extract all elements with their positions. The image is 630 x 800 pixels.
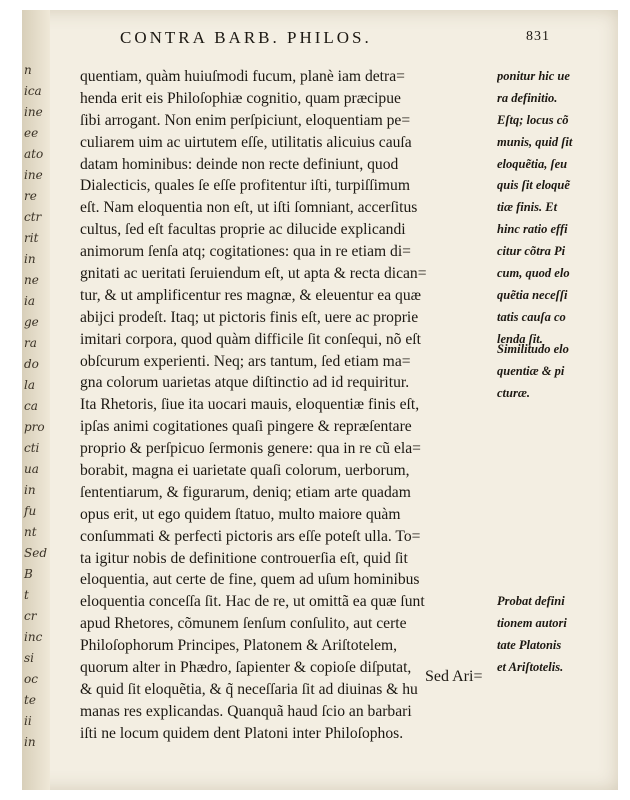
running-title: CONTRA BARB. PHILOS. [120, 28, 372, 47]
marginal-line: eloquẽtia, ſeu [497, 156, 568, 171]
text-line: borabit, magna ei uarietate quaſi colorum, uerborum, [80, 462, 410, 480]
marginal-line: lenda ſit. [497, 331, 543, 346]
edge-fragment: si [24, 651, 34, 665]
edge-fragment: ca [24, 399, 38, 413]
text-line: eſt. Nam eloquentia non eſt, ut iſti ſomniant, accerſitus [80, 199, 418, 217]
text-line: imitari corpora, quod quàm difficile ſit conſequi, nõ eſt [80, 330, 421, 348]
edge-fragment: re [24, 189, 37, 203]
edge-fragment: ctr [24, 210, 42, 224]
text-line: iſti ne locum quidem dent Platoni inter Philoſophos. [80, 724, 404, 742]
marginal-note-2 [497, 339, 597, 405]
marginal-line: ponitur hic ue [497, 69, 570, 83]
text-line: & quid ſit eloquẽtia, & q̃ neceſſaria ſit ad diuinas & hu [80, 680, 418, 698]
text-line: tur, & ut amplificentur res magnæ, & eleuentur ea quæ [80, 286, 422, 304]
text-line: quentiam, quàm huiuſmodi fucum, planè iam detra= [80, 68, 405, 85]
marginal-line: munis, quid ſit [497, 134, 573, 149]
edge-fragment: oc [24, 672, 38, 686]
edge-fragment: cti [24, 441, 40, 455]
edge-fragment: t [24, 588, 29, 602]
text-line: Dialecticis, quales ſe eſſe profitentur iſti, turpiſſimum [80, 177, 410, 195]
running-header [120, 28, 550, 52]
edge-fragment: rit [24, 231, 39, 245]
edge-fragment: ii [24, 714, 32, 728]
text-line: datam hominibus: deinde non recte definiunt, quod [80, 155, 399, 173]
marginal-note-1 [497, 66, 597, 351]
edge-fragment: inc [24, 630, 43, 644]
text-line: ſibi arrogant. Non enim perſpiciunt, eloquentiam pe= [80, 111, 411, 129]
text-line: eloquentia, aut certe de fine, quem ad uſum hominibus [80, 571, 420, 589]
marginal-line: tatis cauſa co [497, 309, 566, 324]
main-text-block [80, 66, 490, 745]
marginal-line: quẽtia neceſſi [497, 287, 568, 302]
edge-fragment: ee [24, 126, 39, 140]
text-line: opus erit, ut ego quidem ſtatuo, multo maiore quàm [80, 505, 401, 523]
edge-fragment: do [24, 357, 39, 371]
text-line: ta igitur nobis de definitione controuerſia eſt, quid ſit [80, 549, 408, 567]
marginal-line: quis ſit eloquẽ [497, 178, 570, 193]
text-line: ipſas animi cogitationes quaſi pingere & repræſentare [80, 418, 412, 436]
edge-fragment: nt [24, 525, 37, 539]
marginal-line: tiæ finis. Et [497, 200, 558, 215]
edge-fragment: in [24, 735, 36, 749]
text-line: cultus, ſed eſt facultas proprie ac dilucide explicandi [80, 221, 406, 239]
text-line: culiarem uim ac uirtutem eſſe, utilitatis alicuius cauſa [80, 133, 412, 151]
edge-fragment: ato [24, 147, 44, 161]
text-line: animorum ſenſa atq; cogitationes: qua in re etiam di= [80, 243, 411, 261]
text-line: gnitati ac ueritati ſeruiendum eſt, ut apta & recta dican= [80, 265, 427, 283]
edge-fragment: fu [24, 504, 37, 518]
text-line: Ita Rhetoris, ſiue ita uocari mauis, eloquentiæ finis eſt, [80, 396, 420, 414]
edge-fragment: te [24, 693, 36, 707]
page-number: 831 [526, 29, 550, 44]
edge-fragment: ra [24, 336, 37, 350]
edge-fragment: ica [24, 84, 42, 98]
edge-fragment: B [24, 567, 33, 581]
binding-gutter [22, 10, 50, 790]
text-line: henda erit eis Philoſophiæ cognitio, quam præcipue [80, 89, 401, 107]
text-line: ſententiarum, & figurarum, deniq; etiam arte quadam [80, 483, 411, 501]
edge-fragment: n [24, 63, 32, 77]
text-line: apud Rhetores, cõmunem ſenſum conſulito, aut certe [80, 615, 407, 633]
marginal-line: cum, quod elo [497, 266, 570, 281]
marginal-line: hinc ratio effi [497, 222, 568, 237]
text-line: gna colorum uarietas atque diſtinctio ad id requiritur. [80, 374, 410, 392]
text-line: manas res explicandas. Quanquã haud ſcio an barbari [80, 702, 412, 720]
edge-fragment: cr [24, 609, 37, 623]
marginal-line: citur cõtra Pi [497, 244, 566, 259]
marginal-note-3 [497, 591, 597, 679]
edge-fragment: la [24, 378, 35, 392]
marginal-line: quentiæ & pi [497, 363, 565, 378]
marginal-line: Eſtq; locus cõ [497, 112, 569, 127]
edge-fragment: Sed [24, 546, 48, 560]
text-line: conſummati & perfecti pictoris ars eſſe poteſt ulla. To= [80, 527, 421, 545]
text-line: Philoſophorum Principes, Platonem & Ariſtotelem, [80, 637, 398, 655]
marginal-line: tate Platonis [497, 637, 562, 652]
marginal-line: Probat defini [497, 594, 565, 608]
text-line: proprio & perſpicuo ſermonis genere: qua in re cũ ela= [80, 440, 421, 458]
edge-fragment: ua [24, 462, 39, 476]
text-line: obſcurum experienti. Neq; ars tantum, ſed etiam ma= [80, 352, 411, 370]
marginal-line: ra definitio. [497, 90, 558, 105]
edge-fragment: ne [24, 273, 39, 287]
edge-fragment: ia [24, 294, 35, 308]
marginal-line: Similitudo elo [497, 342, 569, 356]
marginal-line: et Ariſtotelis. [497, 659, 564, 674]
catchword: Sed Ari= [425, 668, 483, 685]
edge-fragment: pro [24, 420, 45, 434]
edge-fragment: ine [24, 105, 43, 119]
edge-fragment: in [24, 483, 36, 497]
facing-page-edge-text [24, 60, 48, 749]
text-line: abijci prodeſt. Itaq; ut pictoris finis eſt, uere ac proprie [80, 308, 419, 326]
edge-fragment: ine [24, 168, 43, 182]
marginal-line: tionem autori [497, 615, 567, 630]
marginal-line: cturæ. [497, 385, 530, 400]
edge-fragment: in [24, 252, 36, 266]
text-line: eloquentia conceſſa ſit. Hac de re, ut omittã ea quæ ſunt [80, 593, 425, 611]
edge-fragment: ge [24, 315, 39, 329]
text-line: quorum alter in Phædro, ſapienter & copioſe diſputat, [80, 659, 412, 677]
